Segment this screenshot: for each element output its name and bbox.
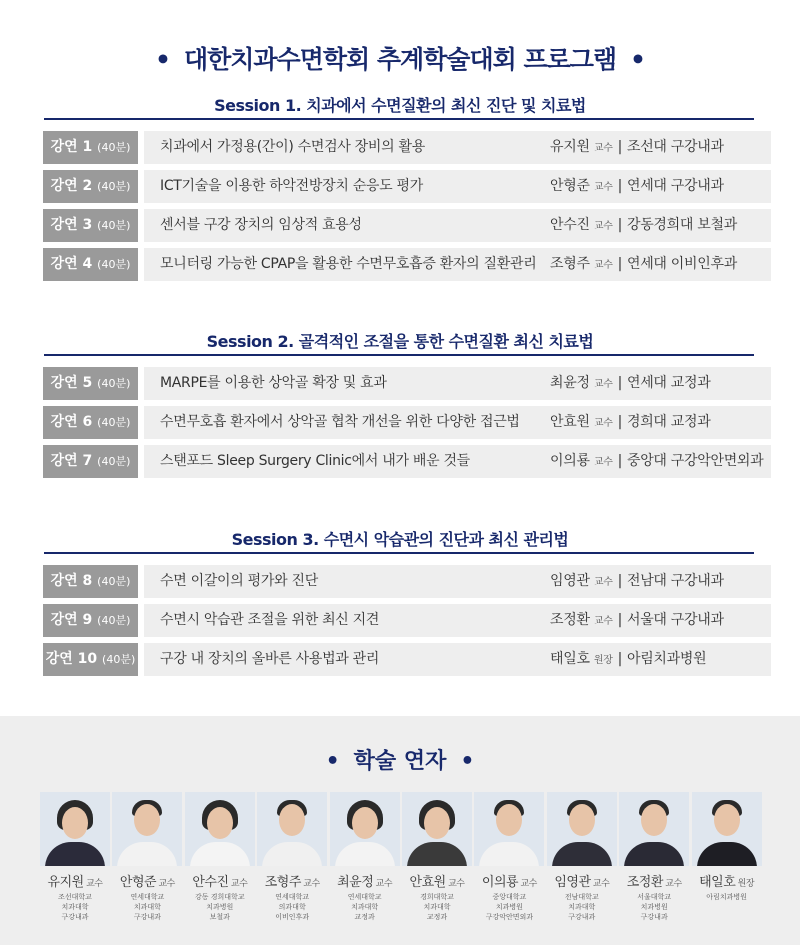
bullet-left: • [154, 45, 170, 74]
speaker-photo [402, 792, 472, 866]
bullet-left: • [325, 749, 340, 774]
lecture-number: 강연 8 (40분) [43, 565, 138, 598]
speaker-card [547, 792, 617, 922]
session-2-title: Session 2. 골격적인 조절을 통한 수면질환 최신 치료법 [206, 332, 594, 351]
speaker-photo [619, 792, 689, 866]
lecture-speaker: 임영관 교수 | 전남대 구강내과 [536, 565, 771, 598]
speaker-affiliation: 경희대학교 치과대학 교정과 [420, 893, 454, 921]
speaker-card [112, 792, 182, 922]
lecture-number: 강연 9 (40분) [43, 604, 138, 637]
speaker-affiliation: 전남대학교 치과대학 구강내과 [564, 893, 599, 921]
lecture-number: 강연 3 (40분) [43, 209, 138, 242]
speaker-photo [112, 792, 182, 866]
speaker-card [40, 792, 110, 922]
speaker-photo [185, 792, 255, 866]
speaker-affiliation: 중앙대학교 치과병원 구강악안면외과 [485, 893, 534, 921]
main-title-text: 대한치과수면학회 추계학술대회 프로그램 [183, 45, 617, 74]
speaker-photo [474, 792, 544, 866]
lecture-number: 강연 10 (40분) [43, 643, 138, 676]
speaker-photo [692, 792, 762, 866]
speaker-name: 임영관 교수 [554, 875, 610, 890]
speaker-name: 안형준 교수 [119, 875, 175, 890]
lecture-speaker: 안형준 교수 | 연세대 구강내과 [536, 170, 771, 203]
speaker-card [185, 792, 255, 922]
speaker-card [692, 792, 762, 902]
lecture-speaker: 유지원 교수 | 조선대 구강내과 [536, 131, 771, 164]
speaker-affiliation: 연세대학교 의과대학 이비인후과 [275, 893, 310, 921]
session-1-divider [44, 118, 754, 120]
bullet-right: • [630, 45, 646, 74]
speaker-name: 이의룡 교수 [481, 875, 537, 890]
speaker-card [474, 792, 544, 922]
speaker-photo [40, 792, 110, 866]
speaker-affiliation: 연세대학교 치과대학 구강내과 [130, 893, 165, 921]
lecture-title: 수면무호흡 환자에서 상악골 협착 개선을 위한 다양한 접근법 [144, 406, 546, 439]
speaker-photo [330, 792, 400, 866]
lecture-speaker: 조형주 교수 | 연세대 이비인후과 [536, 248, 771, 281]
speaker-affiliation: 강동 경희대학교 치과병원 보철과 [195, 893, 245, 921]
lecture-title: 센서블 구강 장치의 임상적 효용성 [144, 209, 546, 242]
session-1-title: Session 1. 치과에서 수면질환의 최신 진단 및 치료법 [214, 96, 586, 115]
speakers-title [0, 744, 800, 775]
lecture-speaker: 안효원 교수 | 경희대 교정과 [536, 406, 771, 439]
speaker-affiliation: 아림치과병원 [706, 893, 747, 901]
speaker-photo [547, 792, 617, 866]
main-title [0, 40, 800, 76]
lecture-speaker: 이의룡 교수 | 중앙대 구강악안면외과 [536, 445, 771, 478]
lecture-speaker: 조정환 교수 | 서울대 구강내과 [536, 604, 771, 637]
speaker-card [257, 792, 327, 922]
lecture-title: 치과에서 가정용(간이) 수면검사 장비의 활용 [144, 131, 546, 164]
lecture-number: 강연 1 (40분) [43, 131, 138, 164]
lecture-number: 강연 5 (40분) [43, 367, 138, 400]
speaker-name: 안수진 교수 [192, 875, 248, 890]
lecture-number: 강연 2 (40분) [43, 170, 138, 203]
speaker-affiliation: 연세대학교 치과대학 교정과 [347, 893, 382, 921]
lecture-speaker: 최윤정 교수 | 연세대 교정과 [536, 367, 771, 400]
session-3-divider [44, 552, 754, 554]
speaker-affiliation: 서울대학교 치과병원 구강내과 [637, 893, 672, 921]
lecture-number: 강연 4 (40분) [43, 248, 138, 281]
lecture-number: 강연 6 (40분) [43, 406, 138, 439]
lecture-title: 구강 내 장치의 올바른 사용법과 관리 [144, 643, 546, 676]
speaker-name: 최윤정 교수 [337, 875, 393, 890]
lecture-speaker: 태일호 원장 | 아림치과병원 [536, 643, 771, 676]
lecture-title: ICT기술을 이용한 하악전방장치 순응도 평가 [144, 170, 546, 203]
lecture-title: MARPE를 이용한 상악골 확장 및 효과 [144, 367, 546, 400]
lecture-number: 강연 7 (40분) [43, 445, 138, 478]
speaker-photo [257, 792, 327, 866]
session-3-title: Session 3. 수면시 악습관의 진단과 최신 관리법 [231, 530, 569, 549]
lecture-title: 스탠포드 Sleep Surgery Clinic에서 내가 배운 것들 [144, 445, 546, 478]
speaker-affiliation: 조선대학교 치과대학 구강내과 [58, 893, 92, 921]
lecture-title: 수면 이갈이의 평가와 진단 [144, 565, 546, 598]
speaker-card [402, 792, 472, 922]
speakers-title-text: 학술 연자 [353, 749, 447, 774]
speaker-card [330, 792, 400, 922]
lecture-speaker: 안수진 교수 | 강동경희대 보철과 [536, 209, 771, 242]
session-2-divider [44, 354, 754, 356]
speaker-name: 유지원 교수 [47, 875, 103, 890]
lecture-title: 수면시 악습관 조절을 위한 최신 지견 [144, 604, 546, 637]
speaker-name: 안효원 교수 [409, 875, 465, 890]
lecture-title: 모니터링 가능한 CPAP을 활용한 수면무호흡증 환자의 질환관리 [144, 248, 546, 281]
speaker-name: 조형주 교수 [264, 875, 320, 890]
bullet-right: • [460, 749, 475, 774]
speaker-name: 조정환 교수 [626, 875, 682, 890]
speaker-card [619, 792, 689, 922]
speaker-name: 태일호 원장 [699, 875, 755, 890]
